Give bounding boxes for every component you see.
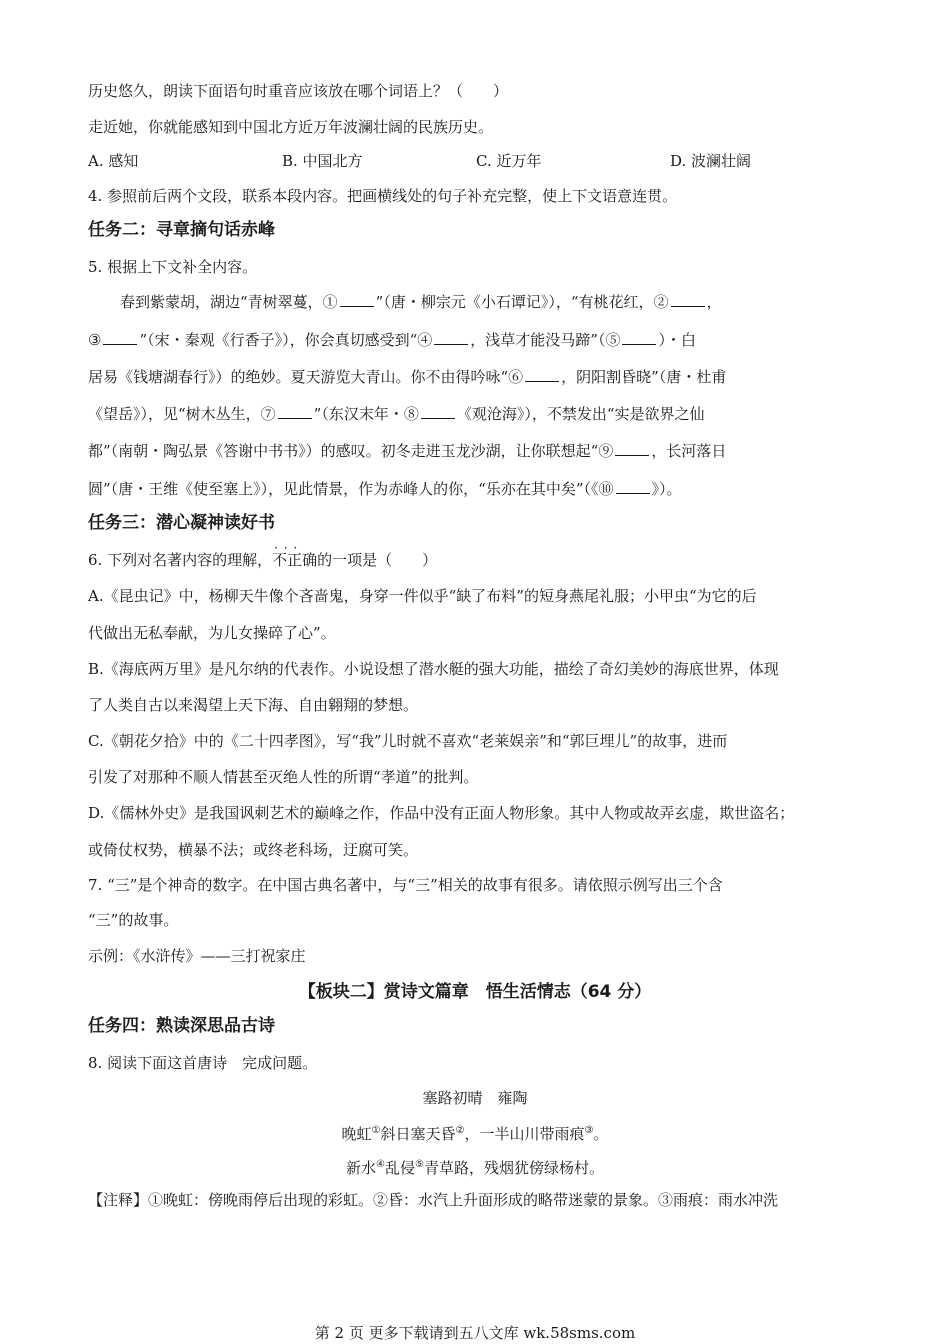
q6-option-b-line1: B.《海底两万里》是凡尔纳的代表作。小说设想了潜水艇的强大功能，描绘了奇幻美妙的海底世界，体现 (88, 660, 779, 678)
q4-text: 4. 参照前后两个文段，联系本段内容。把画横线处的句子补充完整，使上下文语意连贯。 (88, 187, 678, 205)
q6-option-d-line2: 或倚仗权势，横暴不法；或终老科场，迂腐可笑。 (88, 841, 419, 859)
poem-title: 塞路初晴 雍陶 (422, 1089, 528, 1107)
page-footer: 第 2 页 更多下载请到五八文库 wk.58sms.com (314, 1324, 636, 1342)
task4-heading: 任务四：熟读深思品古诗 (88, 1016, 275, 1036)
q3-intro: 历史悠久，朗读下面语句时重音应该放在哪个词语上？（ ） (88, 82, 509, 100)
blank-3 (103, 330, 137, 345)
poem-notes: 【注释】①晚虹：傍晚雨停后出现的彩虹。②昏：水汽上升面形成的略带迷蒙的景象。③雨痕：雨水冲洗 (88, 1191, 779, 1209)
p5-line3: 居易《钱塘湖春行》）的绝妙。夏天游览大青山。你不由得吟咏“⑥ ，阴阳割昏晓”（唐・杜甫 (88, 368, 727, 386)
q6-option-d-line1: D.《儒林外史》是我国讽刺艺术的巅峰之作，作品中没有正面人物形象。其中人物或故弄玄虚，欺世盗名； (88, 804, 795, 822)
blank-8 (421, 404, 455, 419)
blank-9 (615, 441, 649, 456)
q6-option-a-line1: A.《昆虫记》中，杨柳天牛像个吝啬鬼，身穿一件似乎“缺了布料”的短身燕尾礼服；小甲虫“为它的后 (88, 587, 757, 605)
q3-sentence: 走近她，你就能感知到中国北方近万年波澜壮阔的民族历史。 (88, 118, 494, 136)
blank-7 (278, 404, 312, 419)
blank-4 (434, 330, 468, 345)
q8-text: 8. 阅读下面这首唐诗 完成问题。 (88, 1054, 318, 1072)
q6-option-b-line2: 了人类自古以来渴望上天下海、自由翱翔的梦想。 (88, 696, 419, 714)
p5-line4: 《望岳》），见“树木丛生，⑦ ”（东汉末年・⑧ 《观沧海》），不禁发出“实是欲界之仙 (88, 405, 705, 423)
p5-line5: 都”（南朝・陶弘景《答谢中书书》）的感叹。初冬走进玉龙沙湖，让你联想起“⑨ ，长河落日 (88, 442, 727, 460)
q7-example: 示例：《水浒传》——三打祝家庄 (88, 947, 306, 965)
q6-stem: 6. 下列对名著内容的理解，· · · 不正确的一项是（ ） (88, 550, 872, 570)
option-c: C. 近万年 (476, 152, 542, 170)
q5-text: 5. 根据上下文补全内容。 (88, 258, 258, 276)
q7-line1: 7. “三”是个神奇的数字。在中国古典名著中，与“三”相关的故事有很多。请依照示例写出三个含 (88, 876, 723, 894)
q6-option-c-line1: C.《朝花夕拾》中的《二十四孝图》，写“我”儿时就不喜欢“老莱娱亲”和“郭巨埋儿”的故事，进而 (88, 732, 728, 750)
blank-10 (616, 479, 650, 494)
blank-1 (340, 292, 374, 307)
emphasis-text: · · · 不正确 (272, 551, 317, 569)
q6-option-a-line2: 代做出无私奉献，为儿女操碎了心”。 (88, 624, 336, 642)
task2-heading: 任务二：寻章摘句话赤峰 (88, 220, 275, 240)
blank-5 (622, 330, 656, 345)
option-a: A. 感知 (88, 152, 139, 170)
p5-line6: 圆”（唐・王维《使至塞上》），见此情景，作为赤峰人的你，“乐亦在其中矣”（《⑩ 》）。 (88, 480, 682, 498)
section2-heading: 【板块二】赏诗文篇章 悟生活情志（64 分） (298, 982, 652, 1002)
q6-option-c-line2: 引发了对那种不顺人情甚至灭绝人性的所谓“孝道”的批判。 (88, 768, 479, 786)
option-d: D. 波澜壮阔 (670, 152, 752, 170)
poem-line2: 新水④乱侵⑤青草路，残烟犹傍绿杨村。 (346, 1159, 604, 1177)
blank-2 (671, 292, 705, 307)
option-b: B. 中国北方 (282, 152, 363, 170)
poem-line1: 晚虹①斜日塞天昏②，一半山川带雨痕③。 (341, 1125, 609, 1143)
q7-line2: “三”的故事。 (88, 911, 179, 929)
q3-options (88, 151, 872, 171)
blank-6 (525, 367, 559, 382)
task3-heading: 任务三：潜心凝神读好书 (88, 513, 275, 533)
p5-line1: 春到紫蒙胡，湖边“青树翠蔓，① ”（唐・柳宗元《小石谭记》），“有桃花红，② ， (120, 293, 722, 311)
p5-line2: ③ ”（宋・秦观《行香子》），你会真切感受到“④ ，浅草才能没马蹄”（⑤ ）・白 (88, 331, 696, 349)
